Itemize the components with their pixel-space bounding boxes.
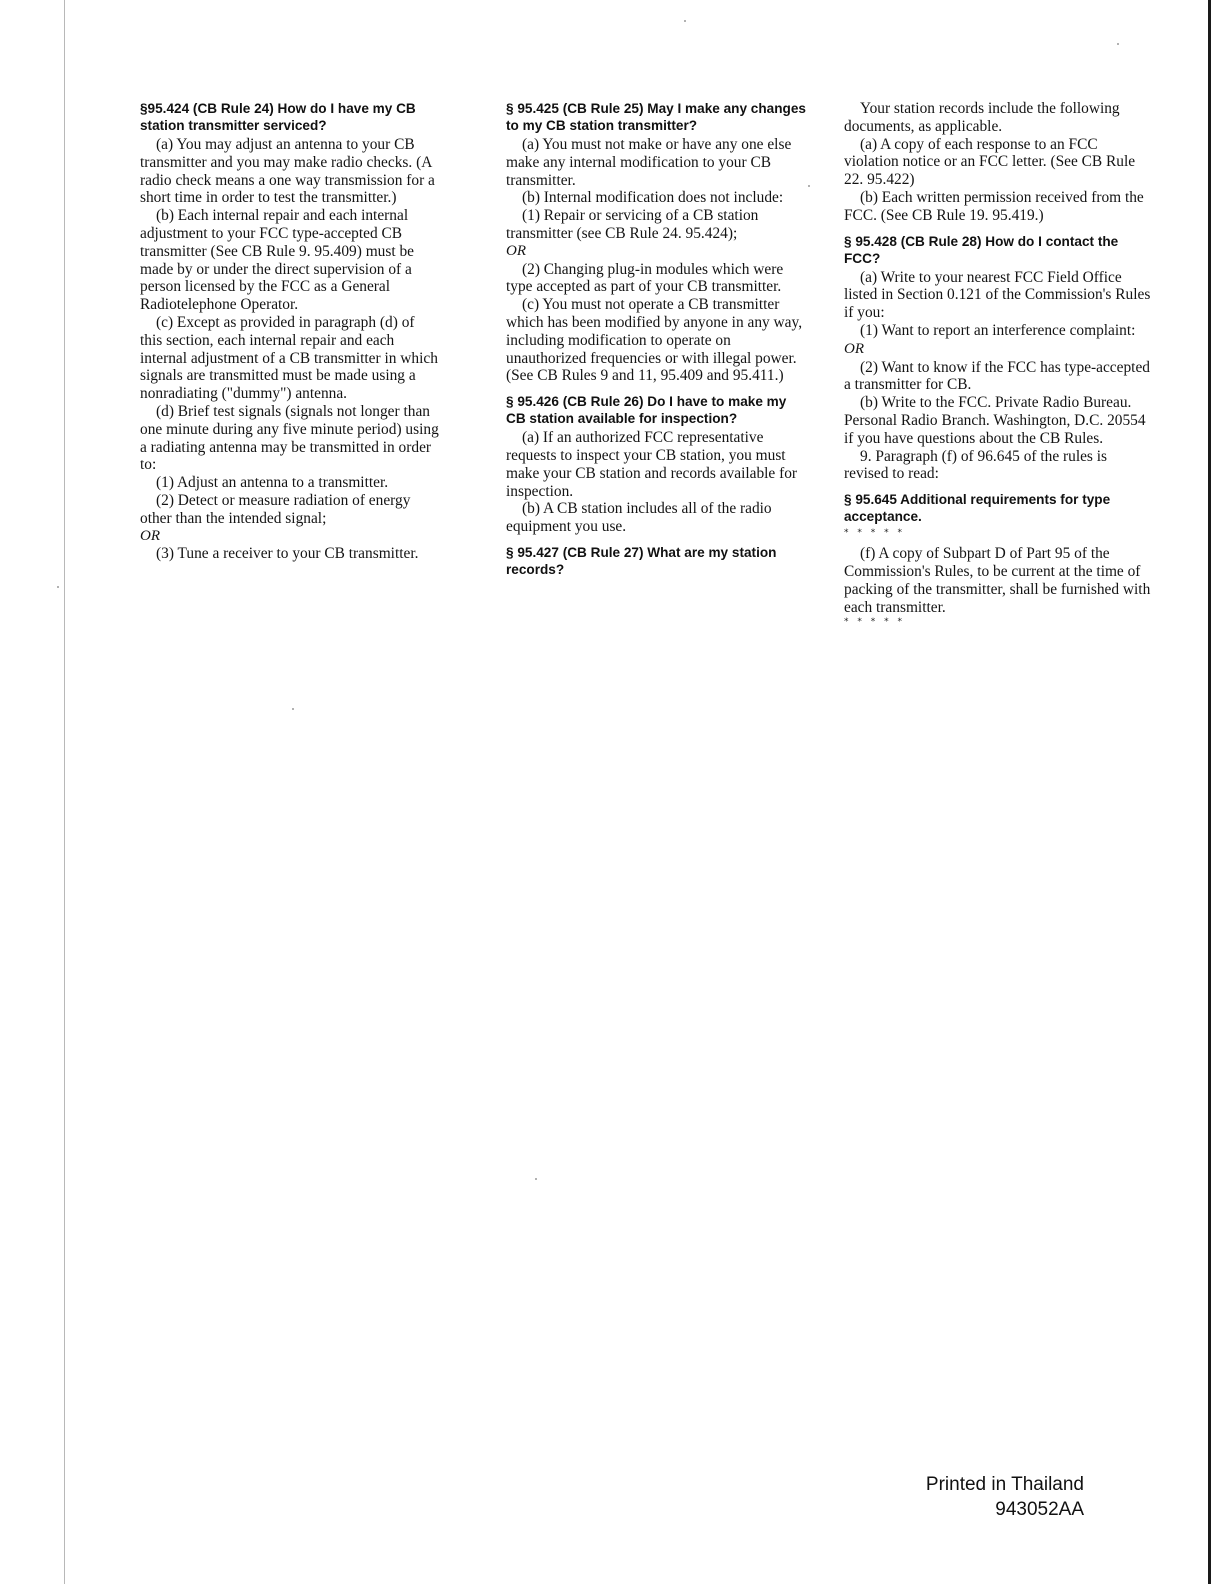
or-text: OR <box>844 340 864 357</box>
or-text: OR <box>140 527 160 544</box>
paragraph-b: (b) Each written permission received from the FCC. (See CB Rule 19. 95.419.) <box>844 188 1144 224</box>
print-footer <box>926 1472 1084 1522</box>
column-3 <box>844 100 1154 634</box>
section-heading-95-425: § 95.425 (CB Rule 25) May I make any changes to my CB station transmitter? <box>506 101 806 133</box>
scan-speck <box>808 185 810 187</box>
omission-stars: * * * * * <box>844 528 905 539</box>
paragraph-d: (d) Brief test signals (signals not longer than one minute during any five minute period) using a radiating antenna may be transmitted in order to: <box>140 402 439 474</box>
paragraph-intro: Your station records include the following documents, as applicable. <box>844 100 1120 135</box>
scan-speck <box>292 708 294 710</box>
paragraph-b2: (b) Write to the FCC. Private Radio Bureau. Personal Radio Branch. Washington, D.C. 20554 if you have questions about the CB Rules. <box>844 394 1146 447</box>
section-heading-95-426: § 95.426 (CB Rule 26) Do I have to make my CB station available for inspection? <box>506 394 787 427</box>
paragraph-c: (c) You must not operate a CB transmitter which has been modified by anyone in any way, including modification to operate on unauthorized frequencies or with illegal power. (See CB Rules 9 and 11, 95.409 and 95.411.) <box>506 296 803 385</box>
scan-speck <box>684 20 686 22</box>
column-1 <box>140 100 440 563</box>
paragraph-a: (a) You must not make or have any one else make any internal modification to your CB transmitter. <box>506 136 792 189</box>
paragraph-9: 9. Paragraph (f) of 96.645 of the rules is revised to read: <box>844 447 1108 483</box>
paragraph-b2: (2) Changing plug-in modules which were type accepted as part of your CB transmitter. <box>506 260 784 296</box>
paragraph-b: (b) Internal modification does not include: <box>522 189 784 207</box>
scan-speck <box>1117 43 1119 45</box>
paragraph-d2: (2) Detect or measure radiation of energy other than the intended signal; <box>140 491 411 527</box>
paragraph-a: (a) A copy of each response to an FCC violation notice or an FCC letter. (See CB Rule 22. 95.422) <box>844 135 1136 189</box>
paragraph-b: (b) Each internal repair and each internal adjustment to your FCC type-accepted CB transmitter (See CB Rule 9. 95.409) must be made by or under the direct supervision of a person licensed by the FCC as a General Radiotelephone Operator. <box>140 207 415 314</box>
part-number: 943052AA <box>995 1499 1084 1520</box>
paragraph-a2-1: (1) Want to report an interference complaint: OR <box>844 321 1136 357</box>
paragraph-b3: (b) A CB station includes all of the radio equipment you use. <box>506 500 772 536</box>
paragraph-a: (a) You may adjust an antenna to your CB transmitter and you may make radio checks. (A radio check means a one way transmission for a short time in order to test the transmitter.) <box>140 136 435 207</box>
paragraph-c: (c) Except as provided in paragraph (d) of this section, each internal repair and each internal adjustment of a CB transmitter in which signals are transmitted must be made using a nonradiating ("dummy") antenna. <box>140 313 438 403</box>
page-edge-left <box>64 0 65 1584</box>
paragraph-d3: (3) Tune a receiver to your CB transmitter. <box>156 545 419 563</box>
paragraph-a2: (a) Write to your nearest FCC Field Office listed in Section 0.121 of the Commission's Rules if you: <box>844 268 1151 322</box>
scan-speck <box>535 1178 537 1180</box>
page-edge-right <box>1208 0 1211 1584</box>
paragraph-a2-2: (2) Want to know if the FCC has type-accepted a transmitter for CB. <box>844 358 1150 394</box>
printed-in-label: Printed in Thailand <box>925 1474 1084 1495</box>
scan-speck <box>57 586 59 588</box>
section-heading-95-428: § 95.428 (CB Rule 28) How do I contact the FCC? <box>844 233 1119 266</box>
section-heading-95-645: § 95.645 Additional requirements for type acceptance. <box>844 492 1111 525</box>
or-text: OR <box>506 242 526 259</box>
paragraph-f: (f) A copy of Subpart D of Part 95 of the Commission's Rules, to be current at the time of packing of the transmitter, shall be furnished with each transmitter. <box>844 545 1151 616</box>
column-2 <box>506 100 806 580</box>
paragraph-d1: (1) Adjust an antenna to a transmitter. <box>156 474 389 492</box>
section-heading-95-427: § 95.427 (CB Rule 27) What are my station records? <box>506 544 777 577</box>
omission-stars: * * * * * <box>844 617 905 628</box>
paragraph-b1: (1) Repair or servicing of a CB station transmitter (see CB Rule 24. 95.424); <box>506 207 759 242</box>
paragraph-a2: (a) If an authorized FCC representative requests to inspect your CB station, you must make your CB station and records available for inspection. <box>506 429 798 500</box>
section-heading-95-424: §95.424 (CB Rule 24) How do I have my CB station transmitter serviced? <box>140 101 416 133</box>
